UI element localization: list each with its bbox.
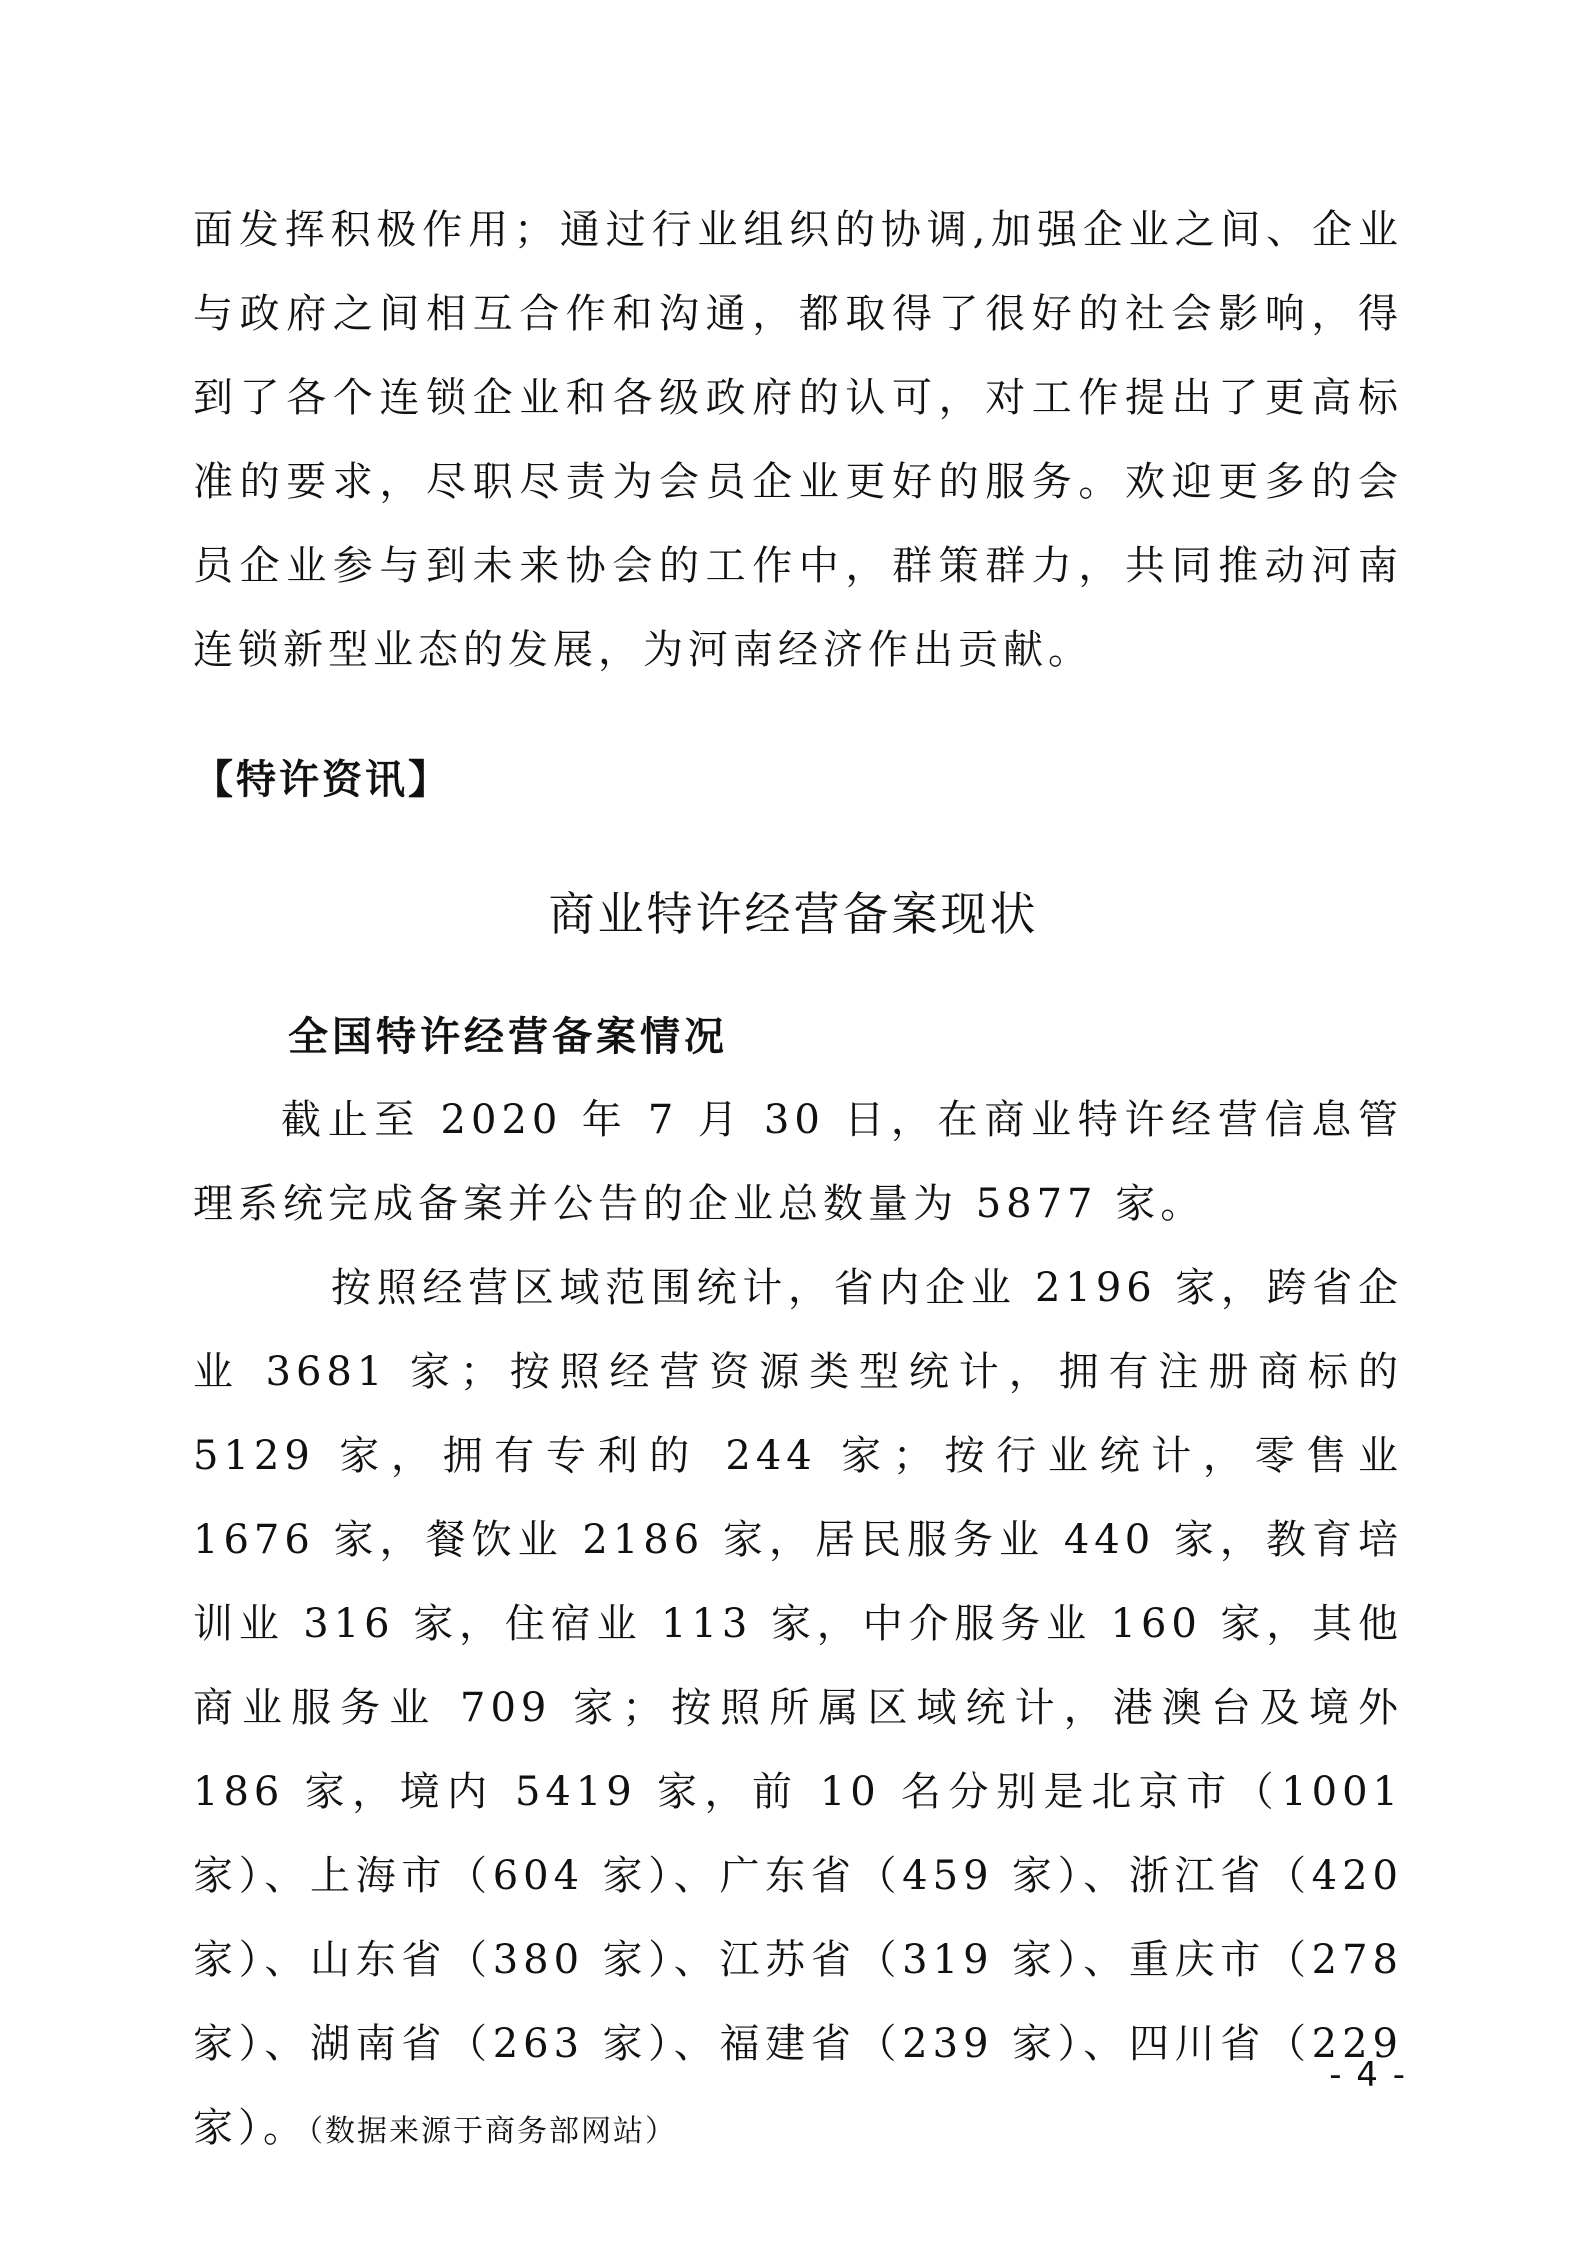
article-body bbox=[193, 1078, 1403, 2174]
paragraph-total-count: 截止至 2020 年 7 月 30 日，在商业特许经营信息管理系统完成备案并公告的企业总数量为 5877 家。 bbox=[193, 1097, 1403, 1227]
source-note: （数据来源于商务部网站） bbox=[308, 2114, 677, 2149]
page-number: - 4 - bbox=[1329, 2055, 1407, 2095]
section-tag: 【特许资讯】 bbox=[193, 757, 451, 803]
intro-paragraph: 面发挥积极作用；通过行业组织的协调,加强企业之间、企业与政府之间相互合作和沟通，都取得了很好的社会影响，得到了各个连锁企业和各级政府的认可，对工作提出了更高标准的要求，尽职尽责为会员企业更好的服务。欢迎更多的会员企业参与到未来协会的工作中，群策群力，共同推动河南连锁新型业态的发展，为河南经济作出贡献。 bbox=[193, 207, 1403, 673]
paragraph-statistics bbox=[193, 1246, 1403, 2174]
article-title: 商业特许经营备案现状 bbox=[548, 887, 1039, 941]
statistics-text: 按照经营区域范围统计，省内企业 2196 家，跨省企业 3681 家；按照经营资源类型统计，拥有注册商标的 5129 家，拥有专利的 244 家；按行业统计，零售业 1676 家，餐饮业 2186 家，居民服务业 440 家，教育培训业 316 家，住宿业 113 家，中介服务业 160 家，其他商业服务业 709 家；按照所属区域统计，港澳台及境外 186 家，境内 5419 家，前 10 名分别是北京市（1001 家）、上海市（604 家）、广东省（459 家）、浙江省（420 家）、山东省（380 家）、江苏省（319 家）、重庆市（278 家）、湖南省（263 家）、福建省（239 家）、四川省（229 家）。 bbox=[193, 1265, 1403, 2151]
intro-section bbox=[193, 188, 1403, 692]
article-subheading: 全国特许经营备案情况 bbox=[288, 1014, 728, 1060]
